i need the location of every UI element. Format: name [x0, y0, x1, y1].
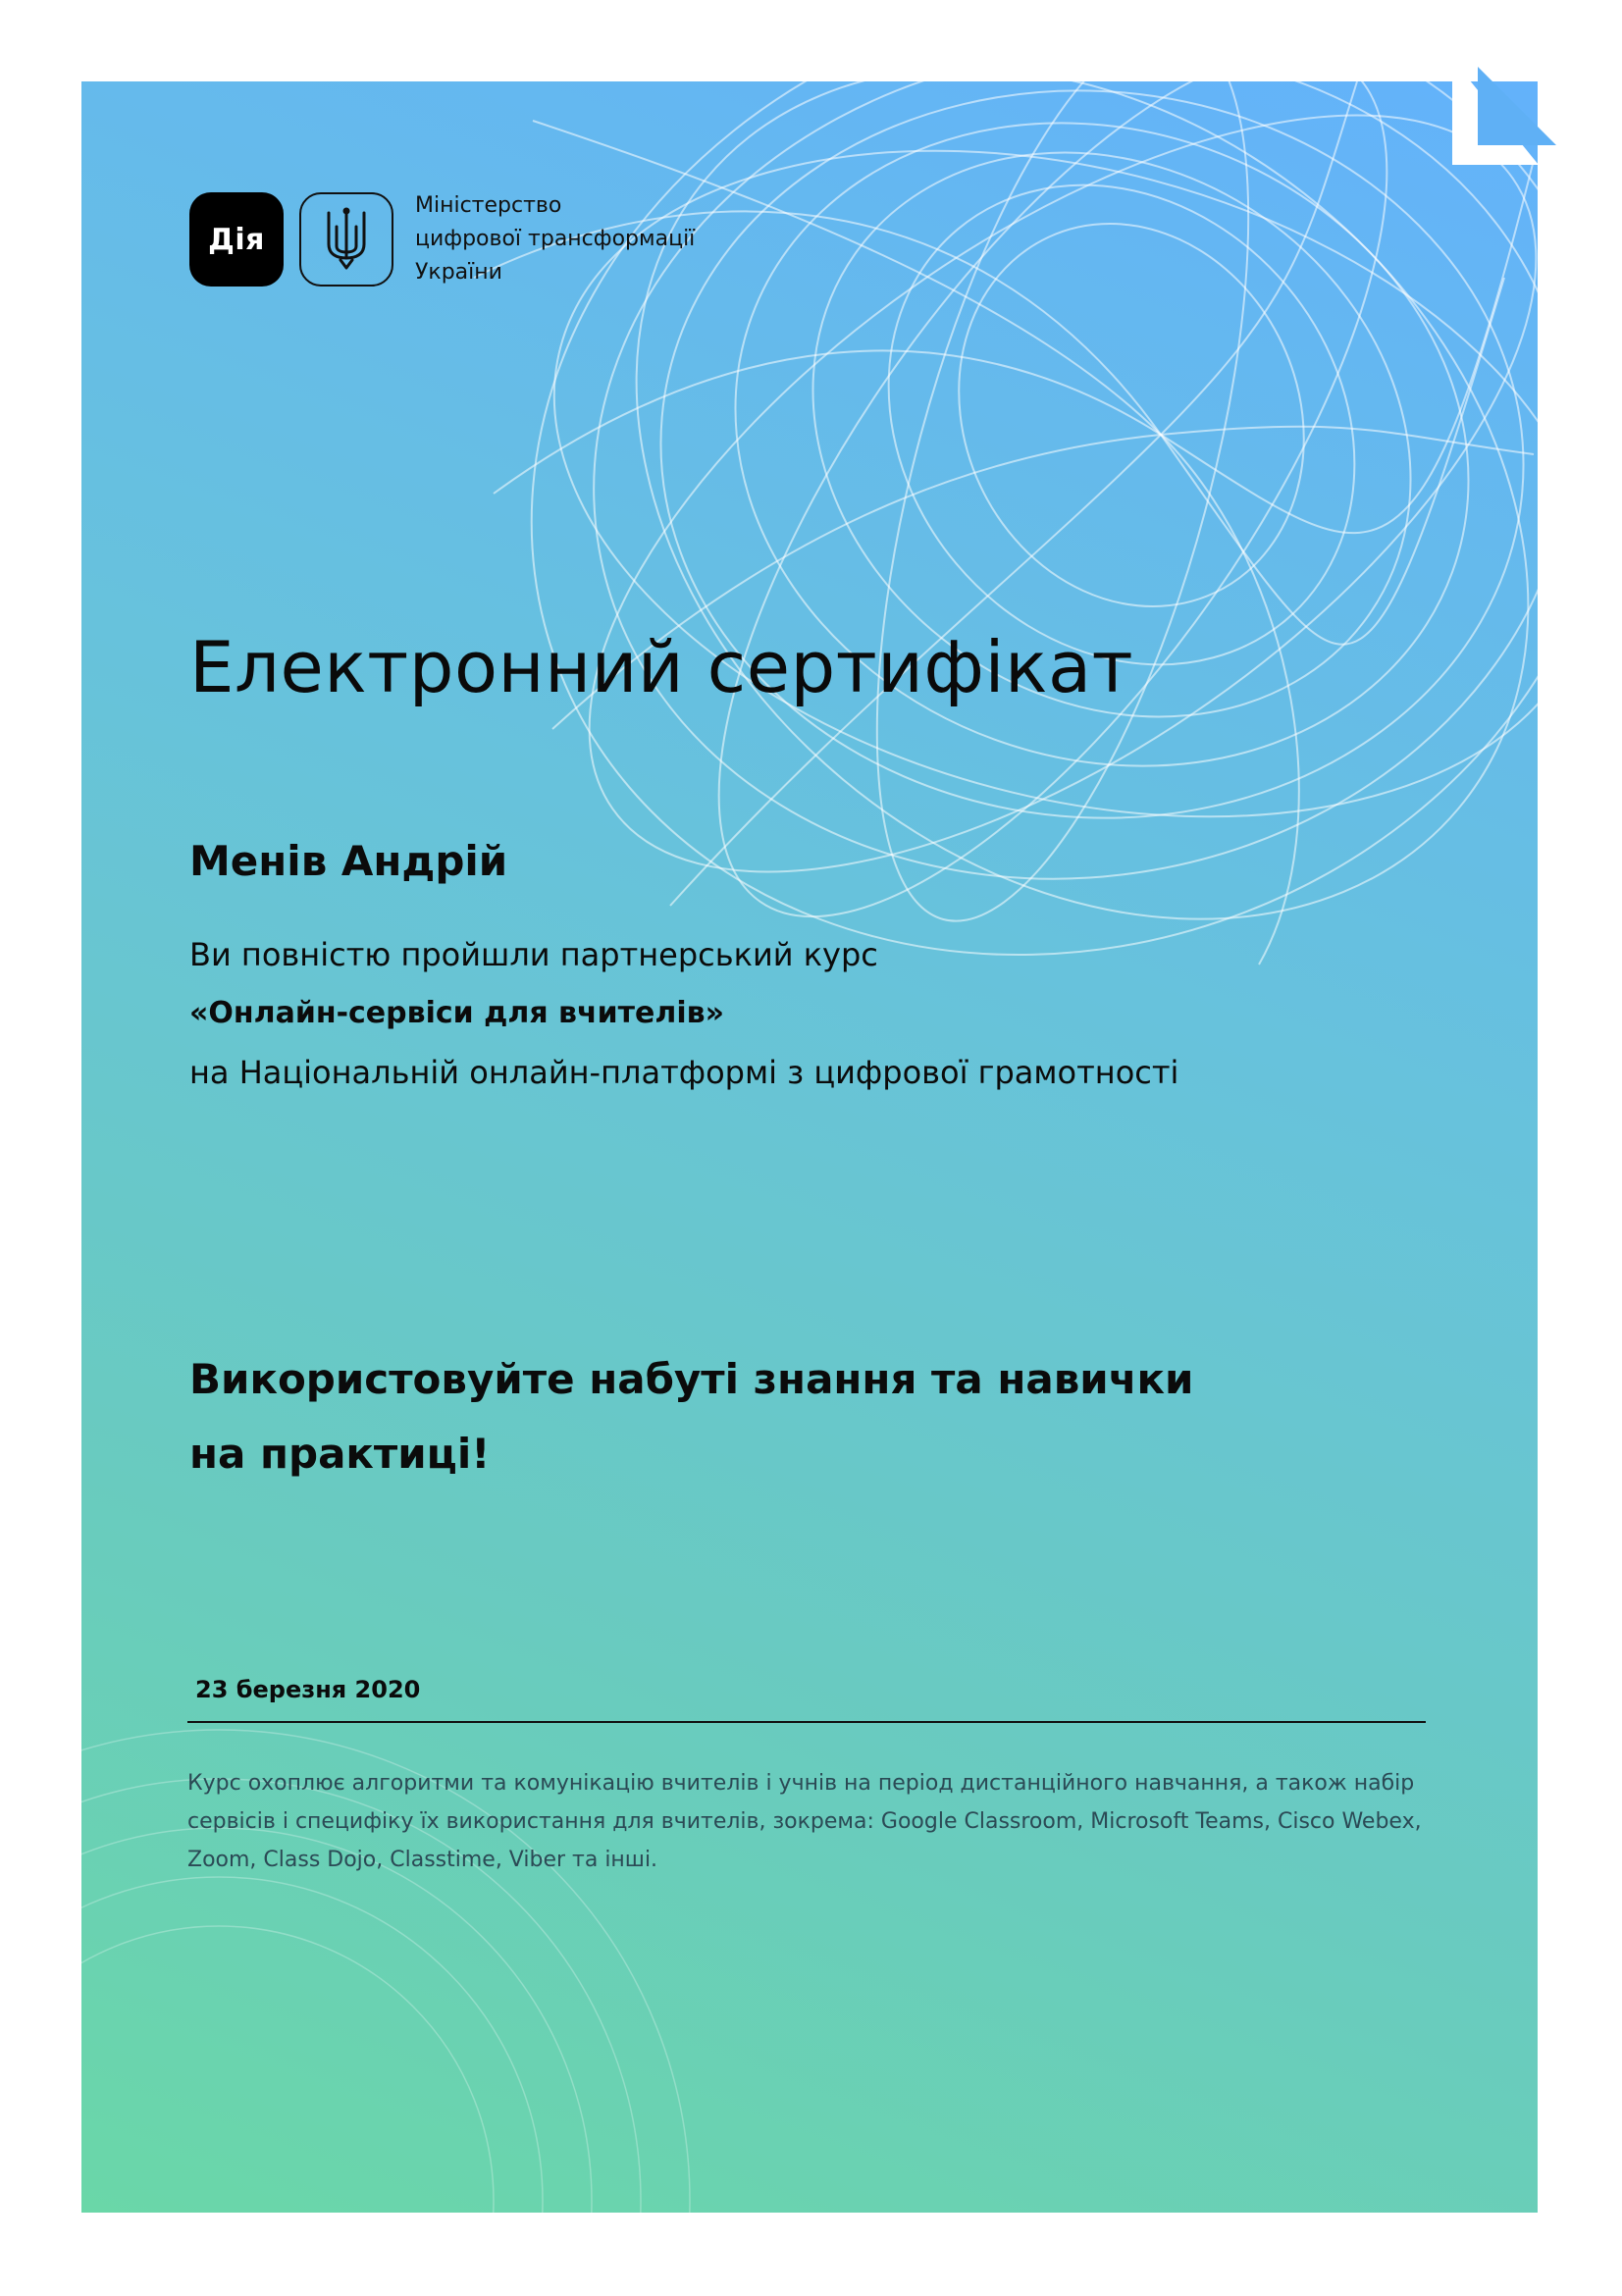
completion-line: Ви повністю пройшли партнерський курс — [189, 936, 878, 973]
ministry-line: цифрової трансформації — [415, 227, 696, 251]
ministry-logo-row — [189, 189, 695, 289]
trident-icon — [299, 192, 393, 287]
course-info — [189, 925, 1178, 1102]
certificate-title: Електронний сертифікат — [189, 626, 1134, 708]
course-description: Курс охоплює алгоритми та комунікацію вчителів і учнів на період дистанційного навчання, а також набір сервісів і специфіку їх використання для вчителів, зокрема: Google Classroom, Microsoft Teams, Cisco Webex, Zoom, Class Dojo, Classtime, Viber та інші. — [187, 1771, 1422, 1872]
divider-line — [187, 1721, 1426, 1723]
ministry-line: України — [415, 260, 502, 285]
recipient-name: Менів Андрій — [189, 837, 508, 885]
course-name: «Онлайн-сервіси для вчителів» — [189, 996, 725, 1030]
motto — [189, 1342, 1193, 1491]
motto-line: Використовуйте набуті знання та навички — [189, 1355, 1194, 1403]
certificate-card — [81, 81, 1538, 2213]
folded-corner-icon — [1452, 59, 1570, 177]
issue-date: 23 березня 2020 — [195, 1676, 421, 1703]
ministry-name — [415, 189, 695, 289]
platform-line: на Національній онлайн-платформі з цифрової грамотності — [189, 1054, 1179, 1091]
diia-logo: Дія — [189, 192, 284, 287]
wireframe-globe-decoration — [81, 81, 1538, 2213]
motto-line: на практиці! — [189, 1430, 491, 1478]
ministry-line: Міністерство — [415, 193, 562, 218]
